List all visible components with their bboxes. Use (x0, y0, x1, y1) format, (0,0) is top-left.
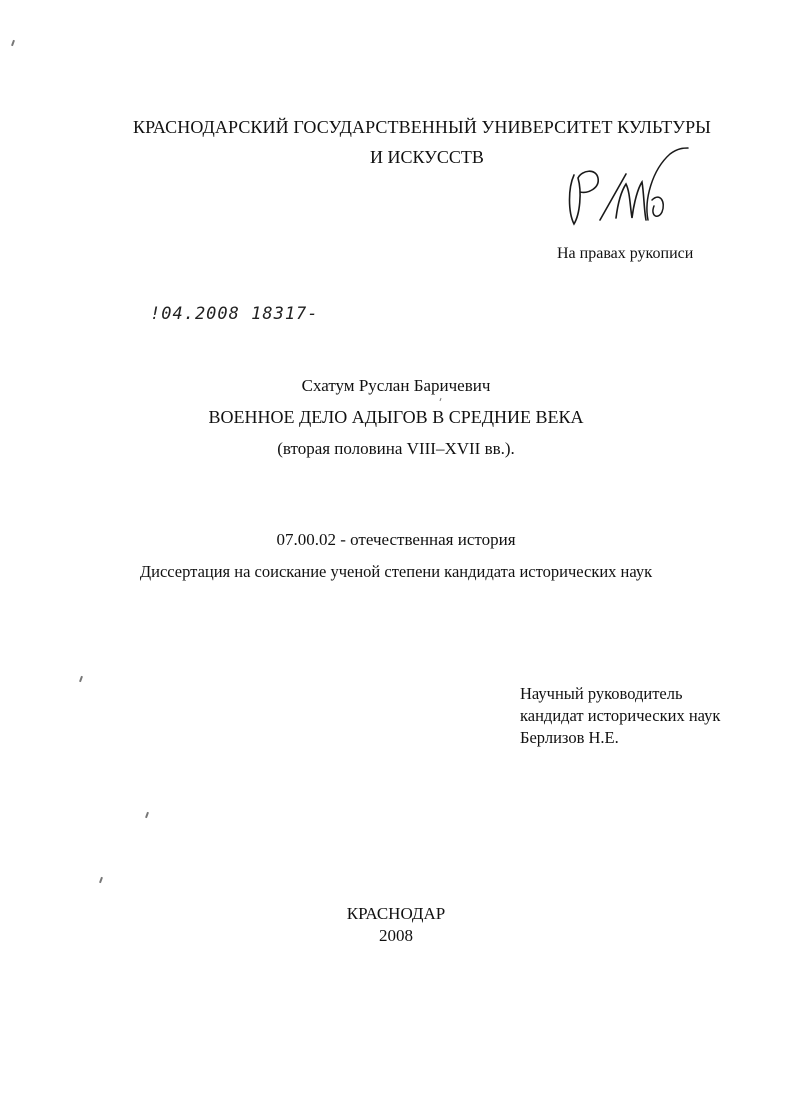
specialty-code: 07.00.02 - отечественная история (276, 530, 516, 549)
supervisor-name: Берлизов Н.Е. (520, 728, 619, 747)
supervisor-label: Научный руководитель (520, 684, 683, 703)
signature-icon (560, 140, 690, 232)
scan-speck (79, 676, 83, 682)
scan-speck (440, 398, 442, 401)
dissertation-title: ВОЕННОЕ ДЕЛО АДЫГОВ В СРЕДНИЕ ВЕКА (208, 407, 584, 427)
supervisor-degree: кандидат исторических наук (520, 706, 721, 725)
author-name: Схатум Руслан Баричевич (301, 376, 491, 395)
city: КРАСНОДАР (346, 904, 446, 923)
scan-speck (11, 40, 15, 46)
dissertation-period: (вторая половина VIII–XVII вв.). (277, 439, 515, 458)
university-name-line1: КРАСНОДАРСКИЙ ГОСУДАРСТВЕННЫЙ УНИВЕРСИТЕТ КУЛЬТУРЫ (133, 117, 711, 137)
manuscript-rights-note: На правах рукописи (557, 245, 694, 262)
scan-speck (145, 812, 149, 818)
year: 2008 (379, 926, 413, 945)
degree-statement: Диссертация на соискание ученой степени кандидата исторических наук (139, 562, 653, 581)
university-name-line2: И ИСКУССТВ (370, 147, 484, 167)
scan-speck (99, 877, 103, 883)
archive-stamp: !04.2008 18317- (150, 304, 319, 324)
